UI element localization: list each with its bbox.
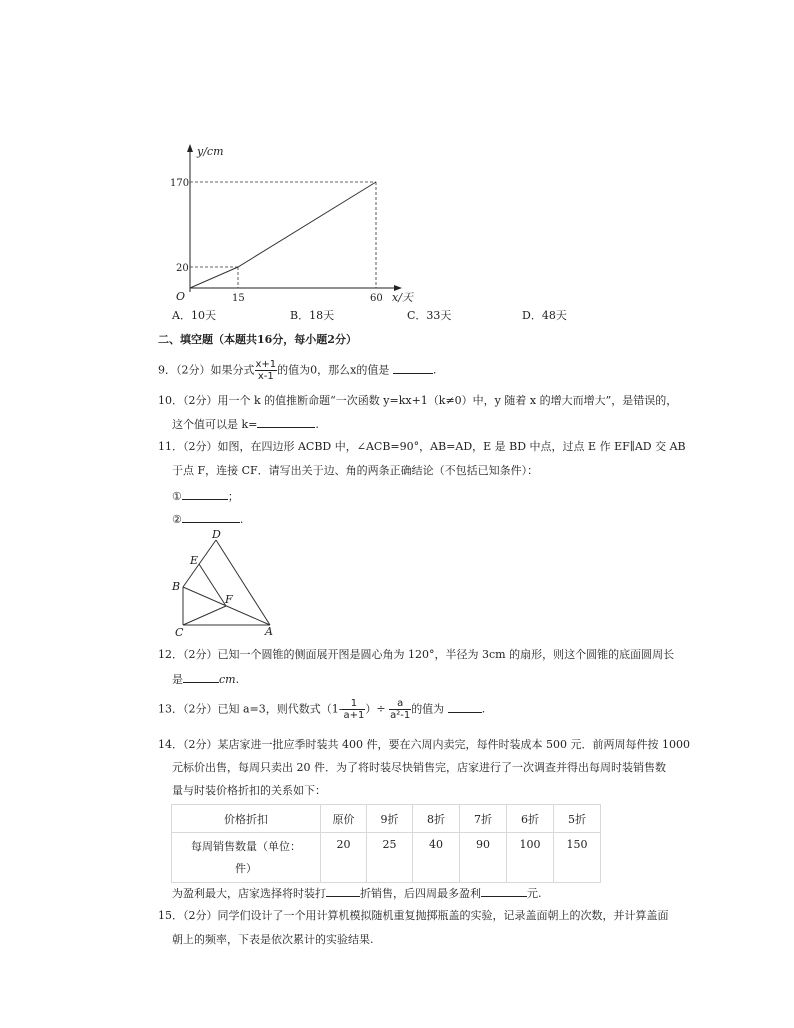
q9-suffix: 的值为0，那么x的值是 (277, 363, 390, 377)
question-11-line2: 于点 F，连接 CF．请写出关于边、角的两条正确结论（不包括已知条件）： (172, 464, 539, 477)
table-cell: 25 (367, 833, 413, 883)
q12-end: . (235, 673, 240, 686)
sales-header-line1: 每周销售数量（单位： (191, 839, 301, 853)
question-14-answer-line (172, 885, 542, 901)
q13-suffix: 的值为 (411, 702, 445, 716)
label-B: B (172, 580, 181, 593)
question-12-line2 (172, 671, 239, 687)
question-14-line2: 元标价出售，每周只卖出 20 件．为了将时装尽快销售完，店家进行了一次调查并得出每周时装销售数 (172, 761, 666, 774)
q13-end: . (481, 702, 486, 716)
q13-f1-denominator: a+1 (343, 710, 365, 721)
q13-f2-numerator: a (389, 698, 411, 710)
q13-prefix: 13．（2分）已知 a=3，则代数式（1- (158, 702, 343, 716)
question-15-line2: 朝上的频率，下表是依次累计的实验结果. (172, 933, 374, 946)
q14-answer-blank-1[interactable] (326, 885, 360, 897)
question-12-line1: 12．（2分）已知一个圆锥的侧面展开图是圆心角为 120°，半径为 3cm 的扇形，则这个圆锥的底面圆周长 (158, 648, 675, 661)
question-14-line1: 14．（2分）某店家进一批应季时装共 400 件，要在六周内卖完，每件时装成本 500 元．前两周每件按 1000 (158, 738, 690, 751)
q9-answer-blank[interactable] (393, 362, 433, 374)
q11-answer-blank-1[interactable] (182, 488, 228, 500)
origin-label: O (176, 290, 186, 303)
table-cell: 20 (321, 833, 367, 883)
y-tick-170: 170 (170, 178, 190, 189)
table-cell: 90 (460, 833, 507, 883)
question-9 (158, 359, 436, 382)
label-A: A (265, 625, 273, 638)
q13-f1-numerator: 1 (342, 698, 365, 710)
question-10-line2 (172, 416, 319, 432)
y-tick-20: 20 (176, 263, 189, 274)
table-row (172, 833, 601, 883)
label-E: E (190, 554, 199, 567)
segment-DA (216, 540, 270, 625)
q9-denominator: x-1 (257, 371, 274, 382)
q10-line2-prefix: 这个值可以是 k= (172, 418, 258, 431)
question-13 (158, 698, 485, 721)
x-tick-15: 15 (232, 293, 245, 304)
question-10-line1: 10．（2分）用一个 k 的值推断命题“一次函数 y=kx+1（k≠0）中，y 随着 x 的增大而增大”，是错误的， (158, 394, 678, 407)
q10-end: . (315, 418, 319, 431)
option-a: A．10天 (172, 309, 216, 322)
quadrilateral-figure (168, 530, 283, 640)
q13-fraction-2 (389, 698, 411, 721)
q9-end: . (432, 363, 437, 377)
label-F: F (225, 593, 233, 606)
y-axis-arrow (187, 144, 193, 152)
table-cell: 5折 (554, 805, 601, 833)
q11-item1-marker: ① (172, 490, 182, 503)
q13-answer-blank[interactable] (448, 701, 482, 713)
question-11-line1: 11．（2分）如图，在四边形 ACBD 中，∠ACB=90°，AB=AD，E 是 BD 中点，过点 E 作 EF∥AD 交 AB (158, 440, 686, 453)
option-c: C．33天 (407, 309, 452, 322)
question-15-line1: 15．（2分）同学们设计了一个用计算机模拟随机重复抛掷瓶盖的实验，记录盖面朝上的次数，并计算盖面 (158, 909, 669, 922)
distance-time-graph (160, 140, 430, 305)
table-cell: 150 (554, 833, 601, 883)
question-14-line3: 量与时装价格折扣的关系如下： (172, 784, 326, 797)
table-row (172, 805, 601, 833)
section-heading: 二、填空题（本题共16分，每小题2分） (158, 333, 357, 346)
q13-mid: ）÷ (365, 702, 386, 716)
table-cell: 原价 (321, 805, 367, 833)
x-axis-label: x/天 (392, 291, 413, 304)
table-header-sales (172, 833, 321, 883)
q9-numerator: x+1 (255, 359, 277, 370)
q11-item1-end: ； (227, 490, 239, 503)
q13-fraction-1 (342, 698, 365, 721)
discount-sales-table (171, 804, 601, 883)
table-header-discount: 价格折扣 (172, 805, 321, 833)
sales-header-line2: 件） (235, 861, 257, 875)
q9-prefix: 9．（2分）如果分式 (158, 363, 255, 377)
label-C: C (175, 626, 184, 639)
q14-answer-blank-2[interactable] (481, 885, 527, 897)
x-tick-60: 60 (370, 293, 383, 304)
option-d: D．48天 (522, 309, 567, 322)
growth-line (190, 182, 376, 288)
q14-after-end: 元. (527, 887, 542, 900)
table-cell: 7折 (460, 805, 507, 833)
q11-item2-end: . (239, 513, 244, 526)
q11-item2-marker: ② (172, 513, 182, 526)
label-D: D (212, 530, 221, 541)
option-b: B．18天 (290, 309, 335, 322)
q12-answer-blank[interactable] (183, 671, 219, 683)
segment-CF (183, 606, 226, 625)
q12-line2-prefix: 是 (172, 673, 183, 686)
table-cell: 40 (413, 833, 460, 883)
table-cell: 8折 (413, 805, 460, 833)
table-cell: 9折 (367, 805, 413, 833)
table-cell: 100 (507, 833, 554, 883)
q14-after-mid: 折销售，后四周最多盈利 (360, 887, 481, 900)
q13-f2-denominator: a²-1 (390, 710, 411, 721)
y-axis-label: y/cm (197, 145, 224, 158)
q11-answer-blank-2[interactable] (182, 511, 240, 523)
q9-fraction (255, 359, 278, 382)
table-cell: 6折 (507, 805, 554, 833)
q10-answer-blank[interactable] (257, 416, 315, 428)
q11-item-1 (172, 488, 239, 504)
q11-item-2 (172, 511, 243, 527)
q12-unit: cm (219, 673, 236, 686)
q14-after-prefix: 为盈利最大，店家选择将时装打 (172, 887, 326, 900)
segment-BD (183, 540, 216, 587)
